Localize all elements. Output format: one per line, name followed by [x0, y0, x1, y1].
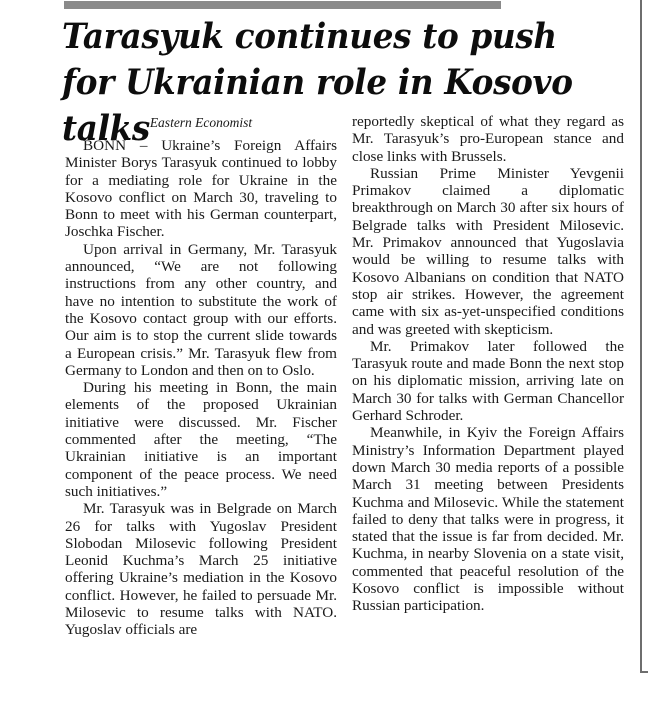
headline-line-1: Tarasyuk continues to push	[62, 16, 557, 57]
paragraph: Upon arrival in Germany, Mr. Tarasyuk announced, “We are not following instructions from any other country, and have no intention to substitute the work of the Kosovo contact group with our efforts. Our aim is to stop the current slide towards a European crisis.” Mr. Tarasyuk flew from Germany to London and then on to Oslo.	[65, 240, 337, 379]
paragraph: Mr. Primakov later followed the Tarasyuk route and made Bonn the next stop on his diplomatic mission, arriving late on March 30 for talks with German Chancellor Gerhard Schroder.	[352, 337, 624, 425]
top-rule	[64, 1, 501, 9]
paragraph: During his meeting in Bonn, the main elements of the proposed Ukrainian initiative were discussed. Mr. Fischer commented after the meeting, “The Ukrainian initiative is an important component of the peace process. We need such initiatives.”	[65, 379, 337, 500]
byline: Eastern Economist	[149, 115, 253, 130]
headline-line-2: for Ukrainian role in Kosovo talks	[62, 62, 573, 149]
column-border	[640, 0, 642, 672]
left-column	[65, 114, 337, 639]
right-column	[352, 113, 624, 615]
paragraph: Russian Prime Minister Yevgenii Primakov claimed a diplomatic breakthrough on March 30 after six hours of Belgrade talks with President Milosevic. Mr. Primakov announced that Yugoslavia would be willing to resume talks with Kosovo Albanians on condition that NATO stop air strikes. However, the agreement came with six as-yet-unspecified conditions and was greeted with skepticism.	[352, 164, 624, 338]
paragraph: Mr. Tarasyuk was in Belgrade on March 26 for talks with Yugoslav President Slobodan Milosevic following President Leonid Kuchma’s March 25 initiative offering Ukraine’s mediation in the Kosovo conflict. However, he failed to persuade Mr. Milosevic to resume talks with NATO. Yugoslav officials are	[65, 500, 337, 639]
paragraph-continuation: reportedly skeptical of what they regard as Mr. Tarasyuk’s pro-European stance and close links with Brussels.	[352, 113, 624, 165]
paragraph: BONN – Ukraine’s Foreign Affairs Minister Borys Tarasyuk continued to lobby for a mediating role for Ukraine in the Kosovo conflict on March 30, traveling to Bonn to meet with his German counterpart, Joschka Fischer.	[65, 137, 337, 241]
bottom-rule	[640, 671, 648, 673]
paragraph: Meanwhile, in Kyiv the Foreign Affairs Ministry’s Information Department played down March 30 media reports of a possible March 31 meeting between Presidents Kuchma and Milosevic. While the statement failed to deny that talks were in progress, it stated that the issue is far from decided. Mr. Kuchma, in nearby Slovenia on a state visit, commented that peaceful resolution of the Kosovo conflict is impossible without Russian participation.	[352, 424, 624, 615]
